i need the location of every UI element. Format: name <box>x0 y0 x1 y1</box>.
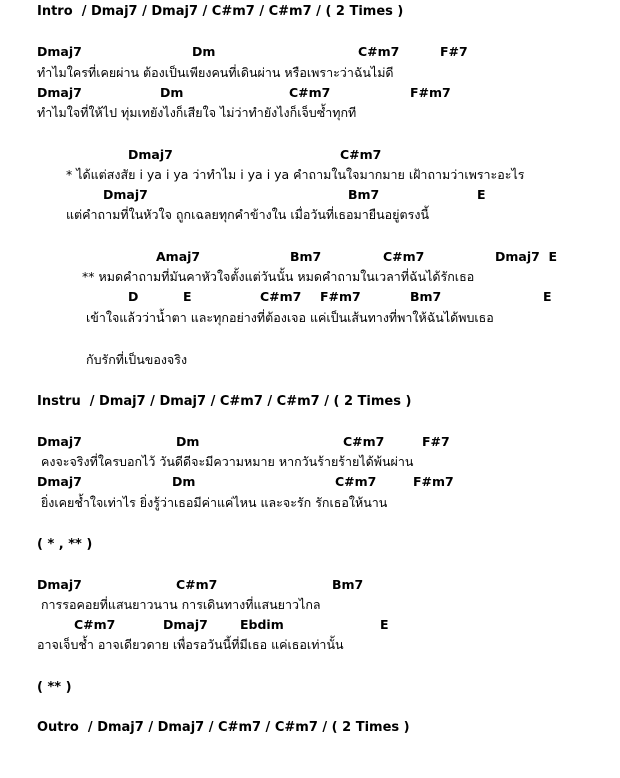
chord: C#m7 <box>358 44 400 59</box>
chord: Dm <box>192 44 216 59</box>
bridge-lyric-line-1 <box>0 595 620 615</box>
chord: Dmaj7 E <box>495 249 558 264</box>
chord: Dm <box>172 474 196 489</box>
chord: Dmaj7 <box>103 187 148 202</box>
bridge-chord-line-2 <box>0 615 620 635</box>
chord: C#m7 <box>335 474 377 489</box>
verse2-lyric-line-1 <box>0 452 620 472</box>
chord: E <box>477 187 486 202</box>
lyric-text: อาจเจ็บช้ำ อาจเดียวดาย เพื่อรอวันนี้ที่มีเธอ แค่เธอเท่านั้น <box>37 637 344 652</box>
chord: C#m7 <box>176 577 218 592</box>
chord: E <box>380 617 389 632</box>
lyric-text: ** หมดคำถามที่มันคาหัวใจตั้งแต่วันนั้น หมดคำถามในเวลาที่ฉันได้รักเธอ <box>82 269 475 284</box>
repeat-text: ( * , ** ) <box>37 537 93 552</box>
lyric-text: ทำไมใจที่ให้ไป ทุ่มเทยังไงก็เสียใจ ไม่ว่าทำยังไงก็เจ็บซ้ำทุกที <box>37 105 357 120</box>
chord: F#m7 <box>410 85 451 100</box>
chorus1-chord-line-2 <box>0 185 620 205</box>
verse2-chord-line-1 <box>0 432 620 452</box>
chord: F#m7 <box>320 289 361 304</box>
intro-text: Intro / Dmaj7 / Dmaj7 / C#m7 / C#m7 / ( 2 Times ) <box>37 4 404 19</box>
chord: C#m7 <box>383 249 425 264</box>
chorus2-lyric-line-2 <box>0 308 620 328</box>
chorus2-chord-line-2 <box>0 287 620 307</box>
chord: C#m7 <box>74 617 116 632</box>
repeat-line-2 <box>0 678 620 698</box>
lyric-text: การรอคอยที่แสนยาวนาน การเดินทางที่แสนยาวไกล <box>37 597 321 612</box>
chord: Amaj7 <box>156 249 201 264</box>
chord: Bm7 <box>410 289 442 304</box>
chord: C#m7 <box>340 147 382 162</box>
outro-text: Outro / Dmaj7 / Dmaj7 / C#m7 / C#m7 / ( 2 Times ) <box>37 720 410 735</box>
chord: Bm7 <box>290 249 322 264</box>
lyric-text: คงจะจริงที่ใครบอกไว้ วันดีดีจะมีความหมาย หากวันร้ายร้ายได้พ้นผ่าน <box>37 454 414 469</box>
chord: F#7 <box>422 434 450 449</box>
verse1-lyric-line-2 <box>0 103 620 123</box>
instru-line <box>0 392 620 412</box>
chord: E <box>183 289 192 304</box>
verse1-chord-line-1 <box>0 42 620 62</box>
chord: Dmaj7 <box>163 617 208 632</box>
instru-text: Instru / Dmaj7 / Dmaj7 / C#m7 / C#m7 / ( 2 Times ) <box>37 394 412 409</box>
chord: F#7 <box>440 44 468 59</box>
lyric-text: ทำไมใครที่เคยผ่าน ต้องเป็นเพียงคนที่เดินผ่าน หรือเพราะว่าฉันไม่ดี <box>37 65 394 80</box>
verse1-chord-line-2 <box>0 83 620 103</box>
chord: C#m7 <box>343 434 385 449</box>
chord: Dmaj7 <box>37 474 82 489</box>
chorus1-lyric-line-2 <box>0 205 620 225</box>
intro-line <box>0 2 620 22</box>
chord: E <box>543 289 552 304</box>
chord: Dm <box>176 434 200 449</box>
bridge-chord-line-1 <box>0 575 620 595</box>
bridge-lyric-line-2 <box>0 635 620 655</box>
chorus1-lyric-line-1 <box>0 165 620 185</box>
outro-line <box>0 718 620 738</box>
chorus2-lyric-line-3 <box>0 350 620 370</box>
chord: D <box>128 289 139 304</box>
chorus1-chord-line-1 <box>0 145 620 165</box>
chord: Dmaj7 <box>128 147 173 162</box>
chorus2-chord-line-1 <box>0 247 620 267</box>
chord: Dmaj7 <box>37 434 82 449</box>
lyric-text: * ได้แต่สงสัย i ya i ya ว่าทำไม i ya i ya คำถามในใจมากมาย เฝ้าถามว่าเพราะอะไร <box>66 167 525 182</box>
chord: Dmaj7 <box>37 577 82 592</box>
chord: Bm7 <box>348 187 380 202</box>
repeat-line-1 <box>0 535 620 555</box>
chorus2-lyric-line-1 <box>0 267 620 287</box>
lyric-text: เข้าใจแล้วว่าน้ำตา และทุกอย่างที่ต้องเจอ แค่เป็นเส้นทางที่พาให้ฉันได้พบเธอ <box>86 310 494 325</box>
chord: Dm <box>160 85 184 100</box>
chord: C#m7 <box>260 289 302 304</box>
chord: Bm7 <box>332 577 364 592</box>
verse2-lyric-line-2 <box>0 493 620 513</box>
lyric-text: กับรักที่เป็นของจริง <box>86 352 188 367</box>
repeat-text: ( ** ) <box>37 680 72 695</box>
chord: F#m7 <box>413 474 454 489</box>
chord: Ebdim <box>240 617 284 632</box>
chord: Dmaj7 <box>37 85 82 100</box>
verse2-chord-line-2 <box>0 472 620 492</box>
lyric-text: แต่คำถามที่ในหัวใจ ถูกเฉลยทุกคำข้างใน เมื่อวันที่เธอมายืนอยู่ตรงนี้ <box>66 207 429 222</box>
chord: Dmaj7 <box>37 44 82 59</box>
chord: C#m7 <box>289 85 331 100</box>
lyric-text: ยิ่งเคยช้ำใจเท่าไร ยิ่งรู้ว่าเธอมีค่าแค่ไหน และจะรัก รักเธอให้นาน <box>37 495 388 510</box>
verse1-lyric-line-1 <box>0 63 620 83</box>
